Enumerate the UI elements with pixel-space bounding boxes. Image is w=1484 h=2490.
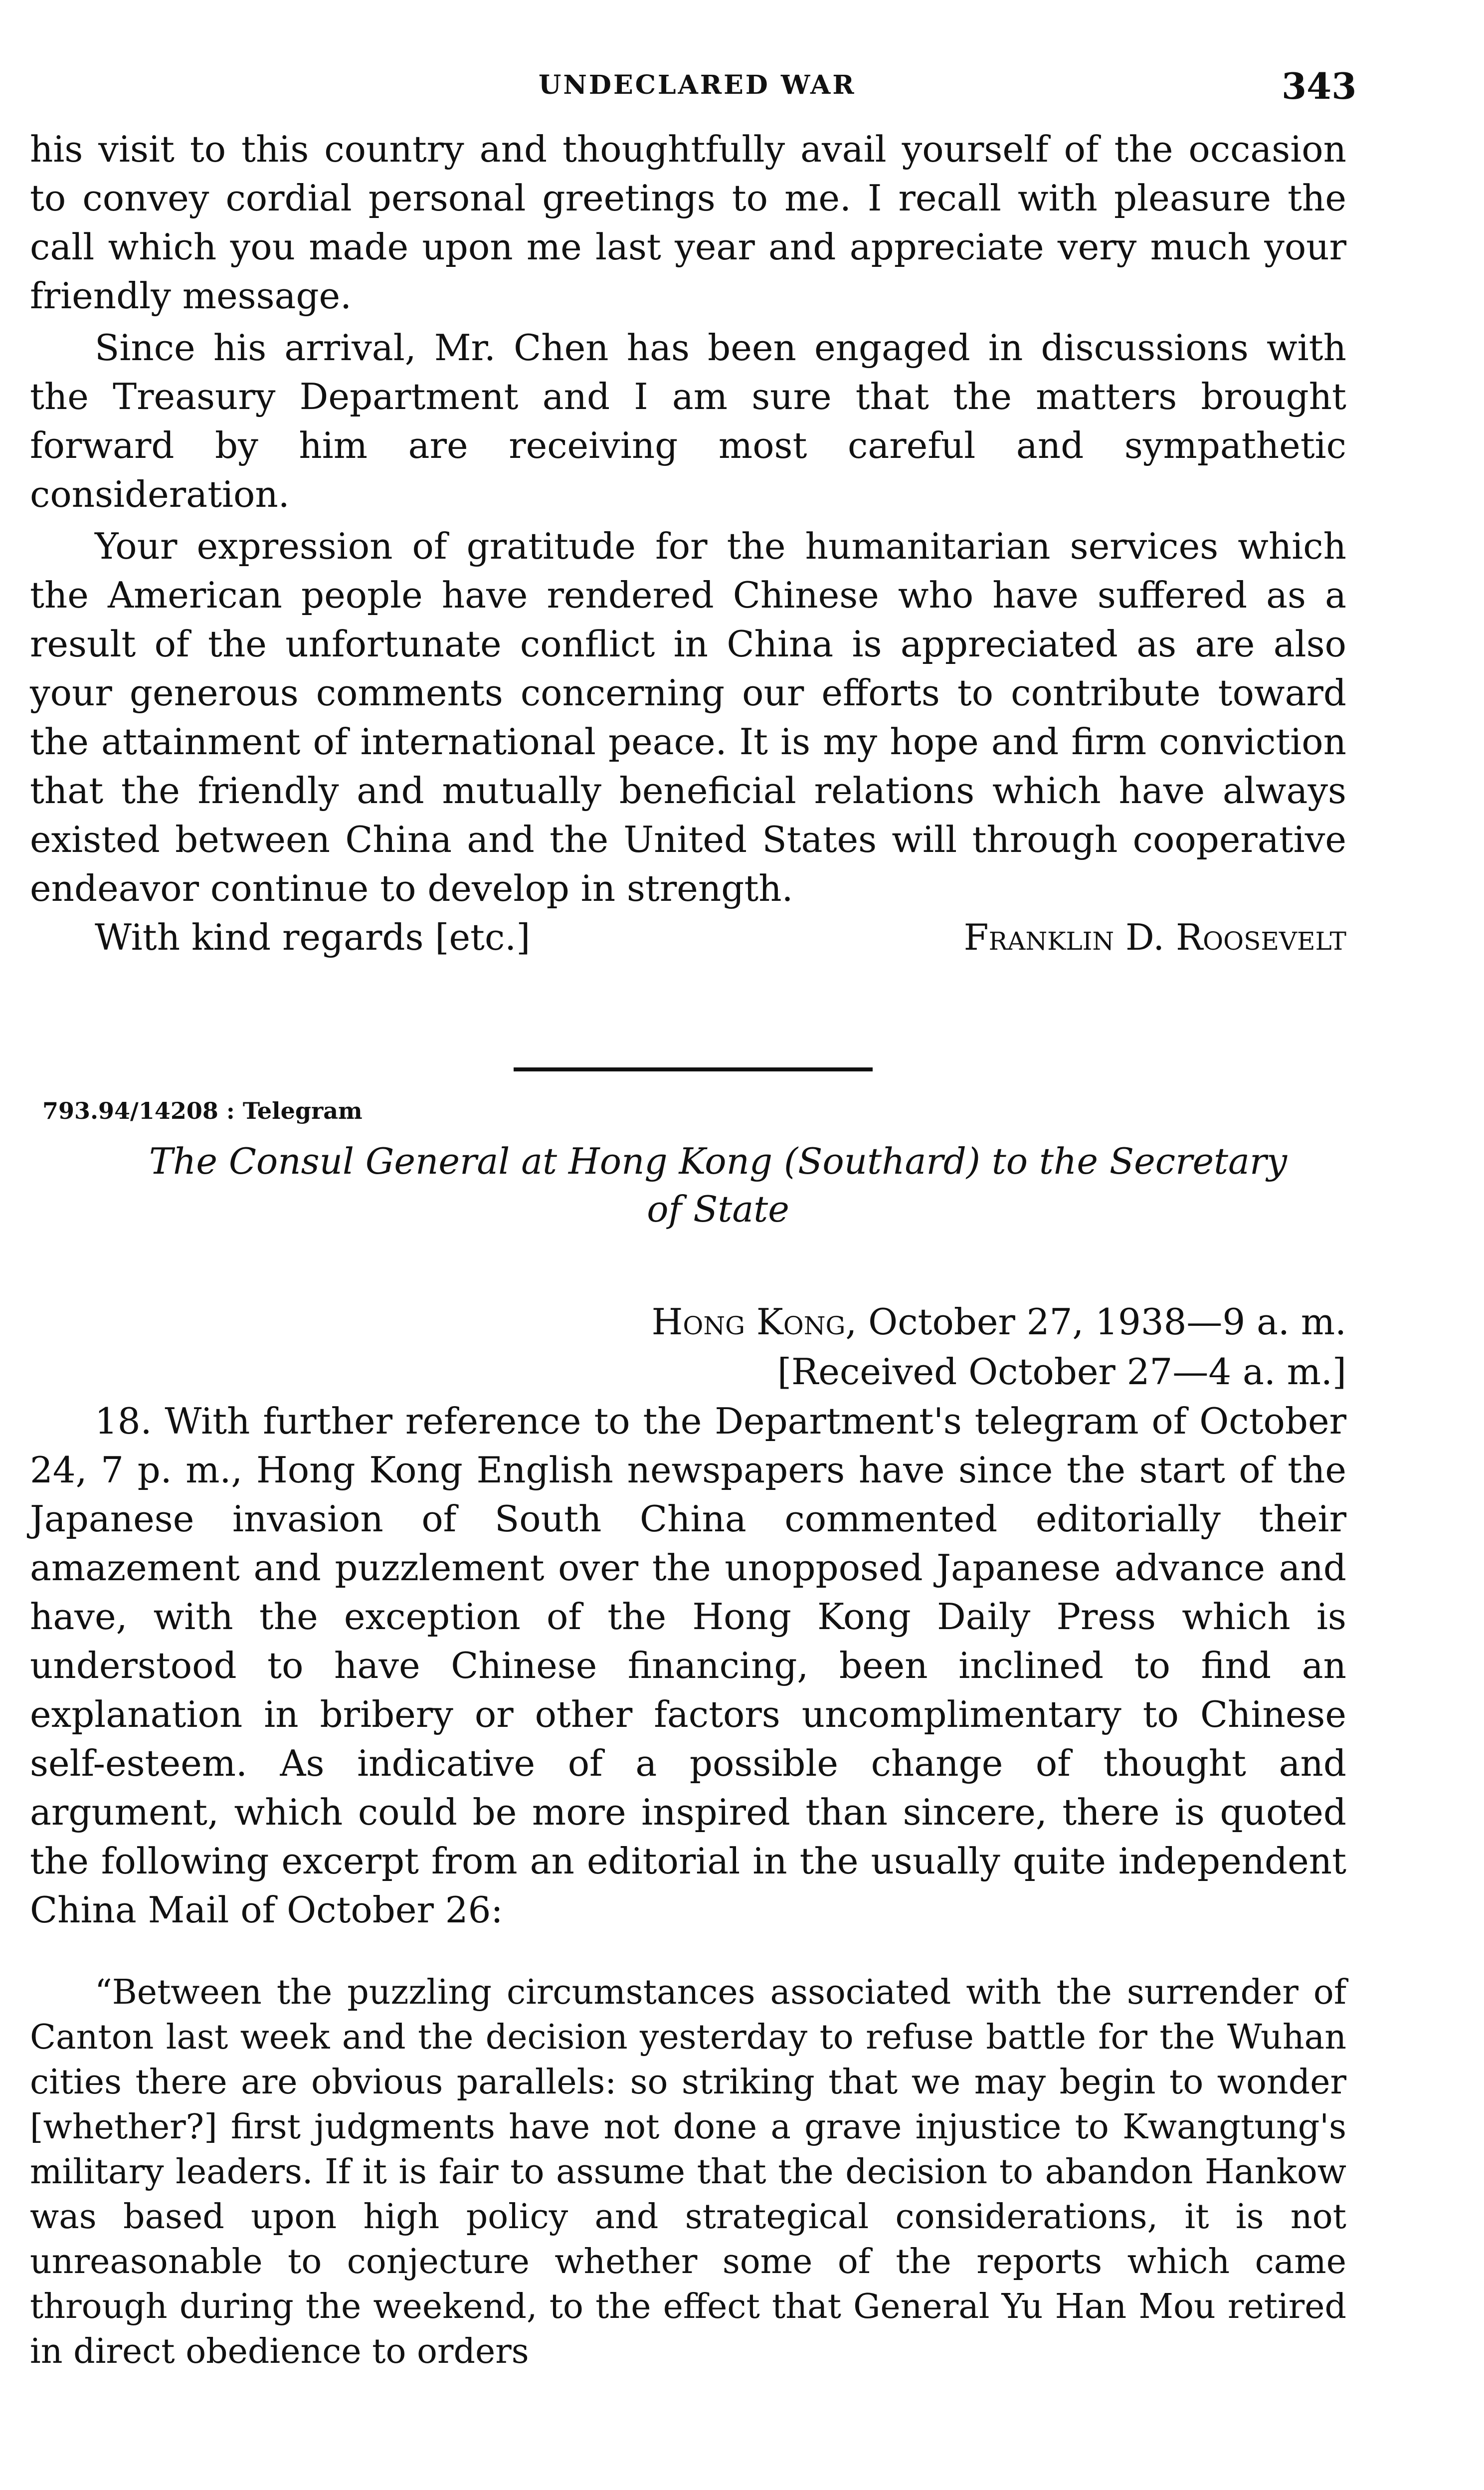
- signature: Franklin D. Roosevelt: [963, 916, 1346, 958]
- document-title: [80, 1137, 1356, 1233]
- section-divider: [514, 1067, 873, 1071]
- dateline-received: [Received October 27—4 a. m.]: [777, 1351, 1346, 1393]
- dateline-date: October 27, 1938—9 a. m.: [868, 1301, 1346, 1343]
- editorial-quote: [30, 1970, 1346, 2374]
- running-head: UNDECLARED WAR: [539, 70, 856, 100]
- title-line: of State: [647, 1188, 789, 1230]
- title-line: The Consul General at Hong Kong (Southard) to the Secretary: [149, 1140, 1288, 1182]
- dateline-sent: [30, 1297, 1346, 1347]
- closing-regards: With kind regards [etc.]: [95, 916, 531, 958]
- letter-body: [30, 125, 1346, 962]
- page-number: 343: [1282, 65, 1357, 107]
- letter-paragraph: Your expression of gratitude for the humanitarian services which the American people have rendered Chinese who have suffered as a result of the unfortunate conflict in China is appreciated as are also your generous comments concerning our efforts to contribute toward the attainment of international peace. It is my hope and firm conviction that the friendly and mutually beneficial relations which have always existed between China and the United States will through cooperative endeavor continue to develop in strength.: [30, 525, 1346, 909]
- telegram-paragraph: 18. With further reference to the Department's telegram of October 24, 7 p. m., Hong Kong English newspapers have since the start of the Japanese invasion of South China commented editorially their amazement and puzzlement over the unopposed Japanese advance and have, with the exception of the Hong Kong Daily Press which is understood to have Chinese financing, been inclined to find an explanation in bribery or other factors uncomplimentary to Chinese self-esteem. As indicative of a possible change of thought and argument, which could be more inspired than sincere, there is quoted the following excerpt from an editorial in the usually quite independent China Mail of October 26:: [30, 1400, 1346, 1931]
- dateline-place: Hong Kong,: [651, 1301, 857, 1343]
- quote-paragraph: “Between the puzzling circumstances associated with the surrender of Canton last week and the decision yesterday to refuse battle for the Wuhan cities there are obvious parallels: so striking that we may begin to wonder [whether?] first judgments have not done a grave injustice to Kwangtung's military leaders. If it is fair to assume that the decision to abandon Hankow was based upon high policy and strategical considerations, it is not unreasonable to conjecture whether some of the reports which came through during the weekend, to the effect that General Yu Han Mou retired in direct obedience to orders: [30, 1973, 1346, 2371]
- file-reference: 793.94/14208 : Telegram: [42, 1097, 363, 1124]
- letter-paragraph: Since his arrival, Mr. Chen has been engaged in discussions with the Treasury Department and I am sure that the matters brought forward by him are receiving most careful and sympathetic consideration.: [30, 327, 1346, 515]
- telegram-body: [30, 1397, 1346, 1934]
- dateline: [30, 1297, 1346, 1397]
- page-header: [0, 65, 1484, 120]
- letter-signoff: [30, 913, 1346, 962]
- letter-paragraph: his visit to this country and thoughtfully avail yourself of the occasion to convey cordial personal greetings to me. I recall with pleasure the call which you made upon me last year and appreciate very much your friendly message.: [30, 128, 1346, 317]
